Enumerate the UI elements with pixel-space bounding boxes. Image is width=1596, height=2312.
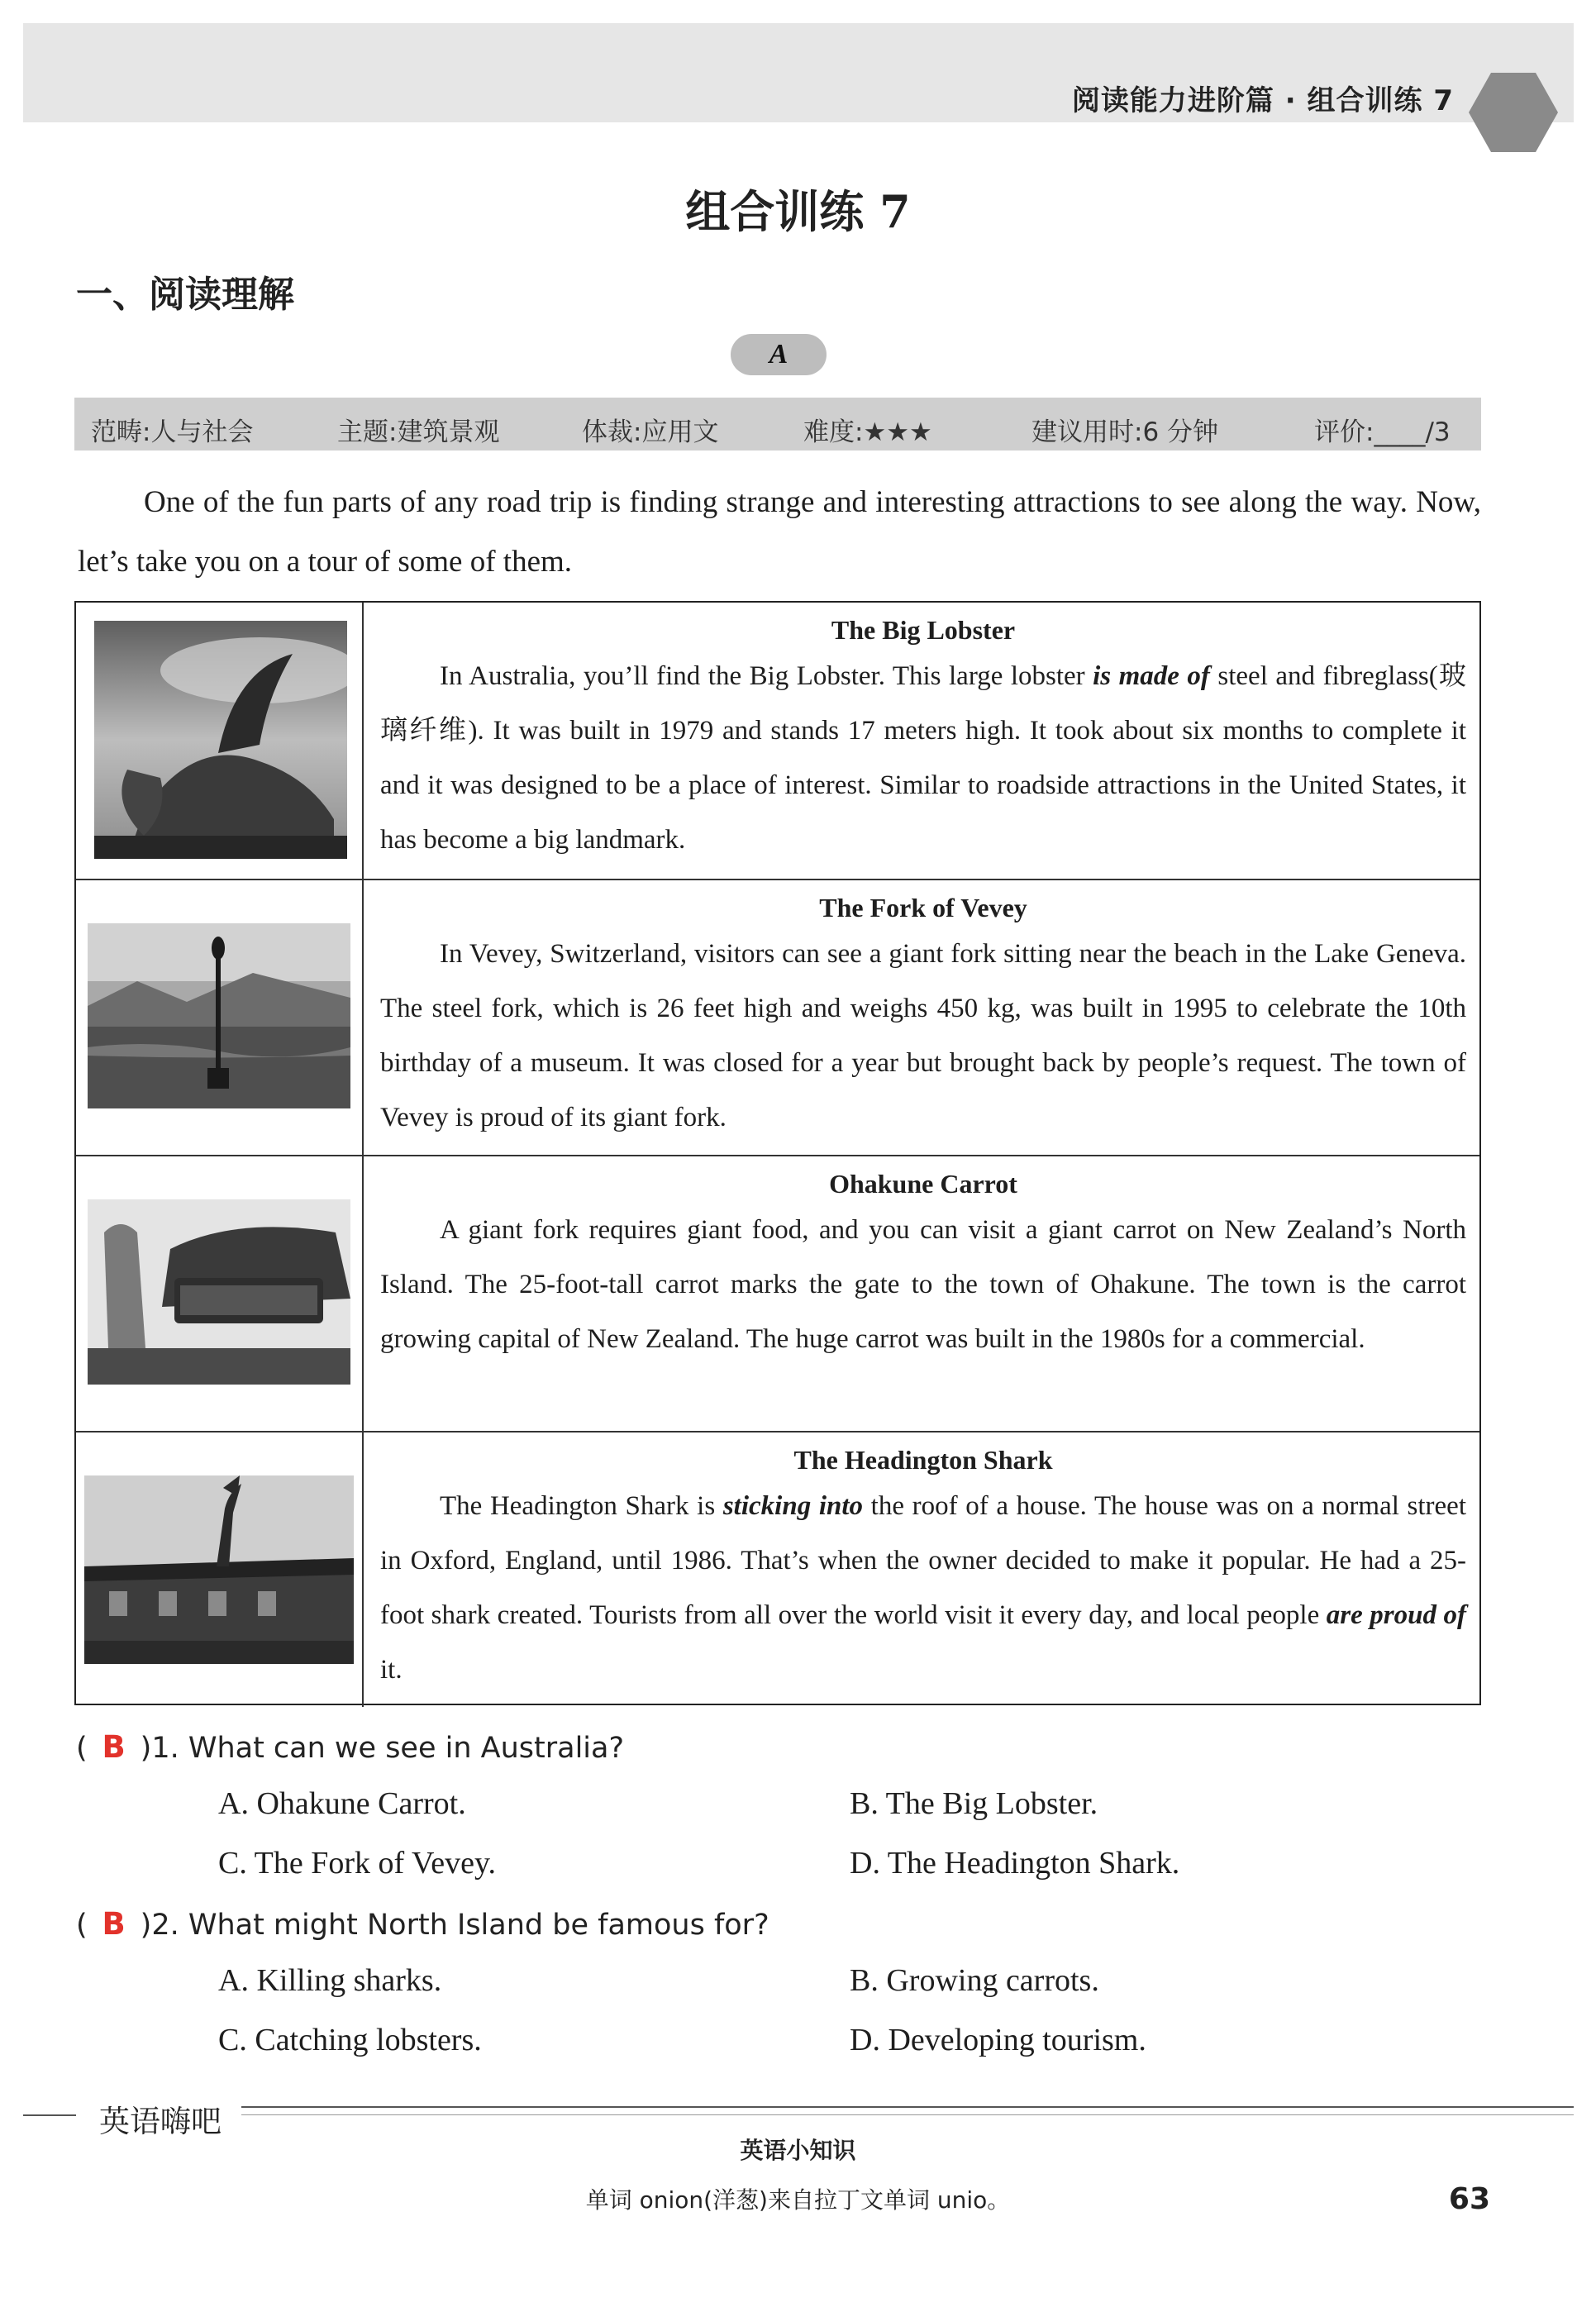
- info-time: 建议用时:6 分钟: [1031, 417, 1219, 447]
- image-cell: [76, 880, 364, 1155]
- footer-label: 英语嗨吧: [99, 2104, 222, 2139]
- table-row: [76, 879, 1479, 1155]
- text-cell: [380, 611, 1466, 867]
- body-text: steel and fibreglass(玻璃纤维). It was built in 1979 and stands 17 meters high. It took about six months to complete it and it was designed to be a place of interest. Similar to roadside attractions in the United States, it has become a big landmark.: [380, 661, 1466, 855]
- question-text: 1. What can we see in Australia?: [151, 1732, 625, 1765]
- attraction-body: A giant fork requires giant food, and you can visit a giant carrot on New Zealand’s North Island. The 25-foot-tall carrot marks the gate to the town of Ohakune. The town is the carrot growing capital of New Zealand. The huge carrot was built in the 1980s for a commercial.: [380, 1215, 1466, 1354]
- table-row: [76, 1155, 1479, 1431]
- image-cell: [76, 1432, 364, 1707]
- question-2: [76, 1906, 769, 1942]
- answer-mark[interactable]: B: [102, 1906, 126, 1942]
- option-c: C. Catching lobsters.: [218, 2023, 482, 2057]
- option-d: D. The Headington Shark.: [850, 1846, 1180, 1881]
- body-text: the roof of a house. The house was on a normal street in Oxford, England, until 1986. That’s when the owner decided to make it popular. He had a 25-foot shark created. Tourists from all over the world visit it every day, and local people: [380, 1491, 1466, 1630]
- answer-mark[interactable]: B: [102, 1729, 126, 1765]
- footer-divider: [241, 2114, 1574, 2115]
- attraction-title: The Fork of Vevey: [819, 893, 1027, 922]
- intro-text: One of the fun parts of any road trip is finding strange and interesting attractions to see along the way. Now, let’s take you on a tour of some of them.: [78, 485, 1481, 579]
- tip-title: 英语小知识: [740, 2137, 856, 2164]
- lobster-photo: [94, 621, 347, 859]
- option-b: B. Growing carrots.: [850, 1963, 1099, 1998]
- intro-paragraph: [78, 473, 1481, 592]
- page-title: 组合训练 7: [685, 185, 911, 238]
- table-row: [76, 603, 1479, 879]
- text-cell: [380, 889, 1466, 1145]
- option-a: A. Killing sharks.: [218, 1963, 442, 1998]
- tip-text: 单词 onion(洋葱)来自拉丁文单词 unio。: [585, 2186, 1011, 2214]
- question-text: 2. What might North Island be famous for?: [151, 1909, 769, 1942]
- key-phrase: are proud of: [1326, 1600, 1466, 1630]
- attraction-body: [380, 649, 1466, 867]
- footer-divider: [241, 2106, 1574, 2108]
- attraction-body: [380, 1479, 1466, 1697]
- question-1: [76, 1729, 624, 1765]
- info-topic: 主题:建筑景观: [337, 417, 500, 447]
- answer-bracket-close: ): [140, 1732, 152, 1765]
- text-cell: [380, 1165, 1466, 1366]
- passage-label: A: [731, 334, 827, 375]
- body-text: The Headington Shark is: [440, 1491, 723, 1521]
- info-genre: 体裁:应用文: [582, 417, 719, 447]
- attraction-title: The Big Lobster: [831, 615, 1016, 645]
- option-a: A. Ohakune Carrot.: [218, 1786, 466, 1821]
- key-phrase: is made of: [1093, 661, 1210, 691]
- fork-photo: [88, 923, 350, 1108]
- attraction-body: In Vevey, Switzerland, visitors can see a giant fork sitting near the beach in the Lake Geneva. The steel fork, which is 26 feet high and weighs 450 kg, was built in 1995 to celebrate the 10th birthday of a museum. It was closed for a year but brought back by people’s request. The town of Vevey is proud of its giant fork.: [380, 939, 1466, 1132]
- key-phrase: sticking into: [722, 1491, 864, 1521]
- body-text: it.: [380, 1655, 403, 1685]
- header-section-title: 阅读能力进阶篇 · 组合训练 7: [1071, 84, 1454, 117]
- option-d: D. Developing tourism.: [850, 2023, 1146, 2057]
- carrot-photo: [88, 1199, 350, 1385]
- answer-bracket-open: (: [76, 1732, 88, 1765]
- table-row: [76, 1431, 1479, 1707]
- image-cell: [76, 1156, 364, 1431]
- attraction-title: Ohakune Carrot: [829, 1169, 1017, 1199]
- shark-photo: [84, 1475, 354, 1664]
- image-cell: [76, 603, 364, 879]
- info-scope: 范畴:人与社会: [91, 417, 254, 447]
- footer-divider: [23, 2114, 76, 2116]
- body-text: In Australia, you’ll find the Big Lobster. This large lobster: [440, 661, 1093, 691]
- option-c: C. The Fork of Vevey.: [218, 1846, 496, 1881]
- section-heading: 一、阅读理解: [76, 274, 294, 316]
- attractions-table: [74, 601, 1481, 1705]
- attraction-title: The Headington Shark: [793, 1445, 1053, 1475]
- answer-bracket-open: (: [76, 1909, 88, 1942]
- info-bar: [74, 398, 1481, 450]
- info-difficulty: 难度:★★★: [803, 417, 932, 447]
- answer-bracket-close: ): [140, 1909, 152, 1942]
- option-b: B. The Big Lobster.: [850, 1786, 1098, 1821]
- page-number: 63: [1448, 2182, 1490, 2216]
- text-cell: [380, 1441, 1466, 1697]
- info-score: 评价:____/3: [1314, 417, 1451, 447]
